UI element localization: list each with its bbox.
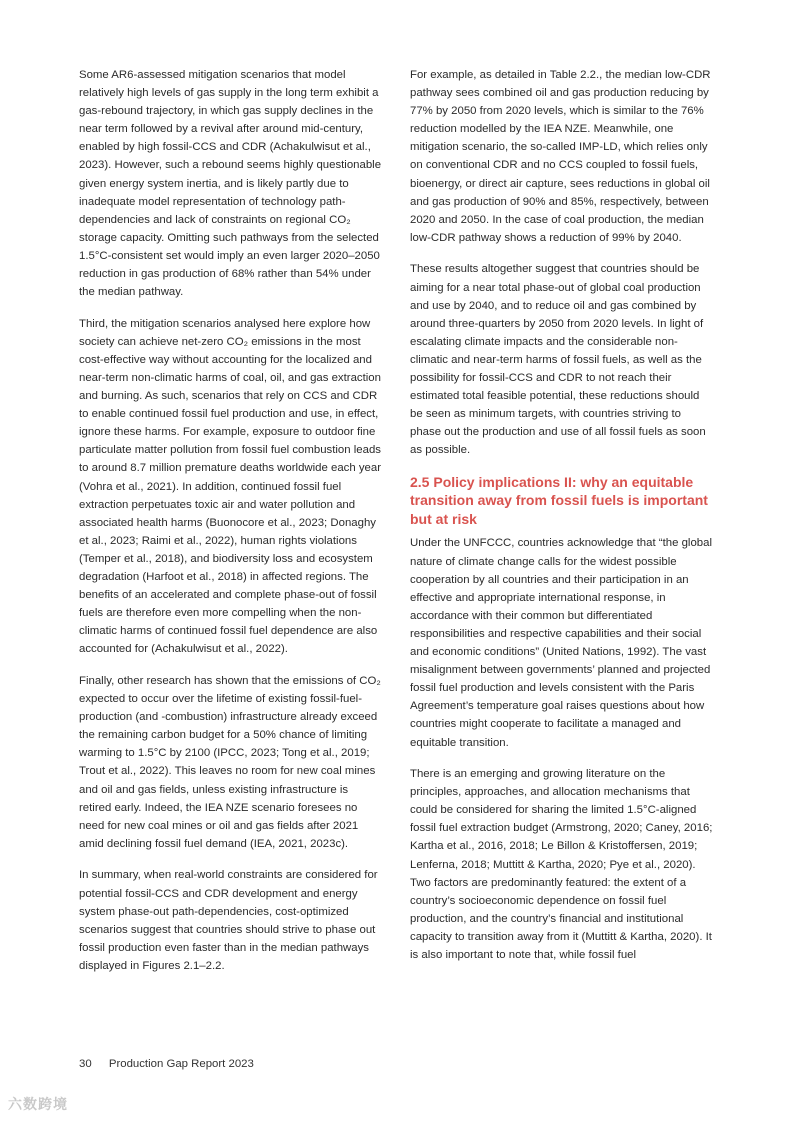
body-paragraph: In summary, when real-world constraints are considered for potential fossil-CCS and CDR development and energy system phase-out path-dependencies, cost-optimized scenarios suggest that countries should strive to phase out fossil production even faster than in the median pathways displayed in Figures 2.1–2.2.: [79, 869, 378, 972]
body-paragraph: For example, as detailed in Table 2.2., the median low-CDR pathway sees combined oil and gas production reducing by 77% by 2050 from 2020 levels, which is similar to the 76% reduction modelled by the IEA NZE. Meanwhile, one mitigation scenario, the so-called IMP-LD, which relies only on conventional CDR and no CCS coupled to fossil fuels, bioenergy, or direct air capture, sees reductions in global oil and gas production of 90% and 85%, respectively, between 2020 and 2050. In the case of coal production, the median low-CDR pathway shows a reduction of 99% by 2040.: [410, 69, 711, 244]
body-paragraph: There is an emerging and growing literature on the principles, approaches, and allocation mechanisms that could be considered for sharing the limited 1.5°C-aligned fossil fuel extraction budget (Armstrong, 2020; Caney, 2016; Kartha et al., 2016, 2018; Le Billon & Kristoffersen, 2019; Lenferna, 2018; Muttitt & Kartha, 2020; Pye et al., 2020). Two factors are predominantly featured: the extent of a country’s socioeconomic dependence on fossil fuel production, and the country’s financial and institutional capacity to transition away from it (Muttitt & Kartha, 2020). It is also important to note that, while fossil fuel: [410, 768, 713, 962]
right-column: [410, 66, 714, 978]
body-paragraph: These results altogether suggest that countries should be aiming for a near total phase-out of global coal production and use by 2040, and to reduce oil and gas combined by around three-quarters by 2050 from 2020 levels. In light of escalating climate impacts and the considerable non-climatic and near-term harms of fossil fuels, as well as the possibility for fossil-CCS and CDR to not reach their estimated total feasible potential, these reductions should be seen as minimum targets, with countries striving to phase out the production and use of all fossil fuels as soon as possible.: [410, 263, 706, 457]
left-column: [79, 66, 383, 989]
page-number: 30: [79, 1058, 92, 1070]
body-paragraph: Finally, other research has shown that the emissions of CO₂ expected to occur over the lifetime of existing fossil-fuel-production (and -combustion) infrastructure already exceed the remaining carbon budget for a 50% chance of limiting warming to 1.5°C by 2100 (IPCC, 2023; Tong et al., 2019; Trout et al., 2022). This leaves no room for new coal mines and oil and gas fields, unless existing infrastructure is retired early. Indeed, the IEA NZE scenario foresees no need for new coal mines or oil and gas fields after 2021 amid declining fossil fuel demand (IEA, 2021, 2023c).: [79, 675, 381, 850]
body-paragraph: Third, the mitigation scenarios analysed here explore how society can achieve net-zero CO₂ emissions in the most cost-effective way without accounting for the localized and near-term non-climatic harms of coal, oil, and gas extraction and burning. As such, scenarios that rely on CCS and CDR to enable continued fossil fuel production and use, in effect, ignore these harms. For example, exposure to outdoor fine particulate matter pollution from fossil fuel combustion leads to around 8.7 million premature deaths worldwide each year (Vohra et al., 2021). In addition, continued fossil fuel extraction perpetuates toxic air and water pollution and associated health harms (Buonocore et al., 2023; Donaghy et al., 2023; Raimi et al., 2022), human rights violations (Temper et al., 2018), and biodiversity loss and ecosystem degradation (Harfoot et al., 2018) in affected regions. The benefits of an accelerated and complete phase-out of fossil fuels are therefore even more compelling when the non-climatic harms of continued fossil fuel dependence are also accounted for (Achakulwisut et al., 2022).: [79, 317, 382, 656]
section-heading: 2.5 Policy implications II: why an equitable transition away from fossil fuels is important but at risk: [410, 473, 708, 527]
body-paragraph: Some AR6-assessed mitigation scenarios that model relatively high levels of gas supply in the long term exhibit a gas-rebound trajectory, in which gas supply declines in the near term followed by a revival after around mid-century, enabled by high fossil-CCS and CDR (Achakulwisut et al., 2023). However, such a rebound seems highly questionable given energy system inertia, and is likely partly due to inadequate model representation of technology path-dependencies and lack of constraints on regional CO₂ storage capacity. Omitting such pathways from the selected 1.5°C-consistent set would imply an even larger 2020–2050 reduction in gas production of 68% rather than 54% under the median pathway.: [79, 69, 382, 299]
page-footer: [79, 1058, 254, 1070]
body-paragraph: Under the UNFCCC, countries acknowledge that “the global nature of climate change calls for the widest possible cooperation by all countries and their participation in an effective and appropriate international response, in accordance with their common but differentiated responsibilities and respective capabilities and their social and economic conditions” (United Nations, 1992). The vast misalignment between governments’ planned and projected fossil fuel production and levels consistent with the Paris Agreement’s temperature goal raises questions about how countries might cooperate to facilitate a managed and equitable transition.: [410, 537, 713, 749]
watermark-logo: 六数跨境: [8, 1096, 68, 1112]
report-title: Production Gap Report 2023: [108, 1058, 254, 1070]
